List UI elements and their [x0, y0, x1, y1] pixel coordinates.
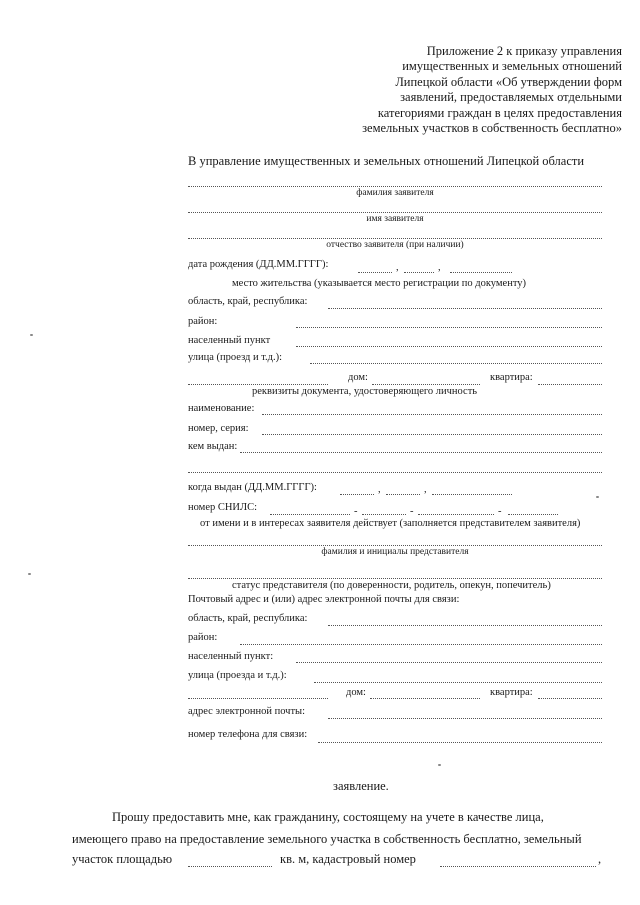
- application-line-1: Прошу предоставить мне, как гражданину, состоящему на учете в качестве лица,: [112, 810, 544, 824]
- date-separator: ,: [396, 262, 399, 273]
- header-line: земельных участков в собственность бесплатно»: [362, 121, 622, 136]
- postal-house-field[interactable]: [370, 698, 480, 699]
- header-line: заявлений, предоставляемых отдельными: [400, 90, 622, 105]
- district-label: район:: [188, 316, 218, 327]
- scan-speck: [438, 764, 441, 766]
- representative-status-caption: статус представителя (по доверенности, родитель, опекун, попечитель): [232, 580, 551, 591]
- postal-house-label: дом:: [346, 687, 366, 698]
- issued-by-extra-field[interactable]: [188, 472, 602, 473]
- issue-day-field[interactable]: [340, 494, 374, 495]
- street-extra-field[interactable]: [188, 384, 328, 385]
- snils-field-1[interactable]: [270, 514, 350, 515]
- phone-label: номер телефона для связи:: [188, 729, 308, 740]
- snils-separator: -: [354, 506, 358, 517]
- region-field[interactable]: [328, 308, 602, 309]
- postal-apartment-field[interactable]: [538, 698, 602, 699]
- apartment-label: квартира:: [490, 372, 533, 383]
- postal-locality-field[interactable]: [296, 662, 602, 663]
- header-line: имущественных и земельных отношений: [402, 59, 622, 74]
- district-field[interactable]: [296, 327, 602, 328]
- surname-caption: фамилия заявителя: [356, 188, 434, 198]
- appendix-header: [362, 44, 622, 136]
- street-field[interactable]: [310, 363, 602, 364]
- apartment-field[interactable]: [538, 384, 602, 385]
- application-line-2: имеющего право на предоставление земельного участка в собственность бесплатно, земельный: [72, 832, 582, 846]
- scan-speck: [30, 334, 33, 336]
- birth-year-field[interactable]: [450, 272, 512, 273]
- doc-number-label: номер, серия:: [188, 423, 249, 434]
- scan-speck: [28, 573, 31, 575]
- locality-label: населенный пункт: [188, 335, 271, 346]
- header-line: категориями граждан в целях предоставления: [377, 105, 622, 120]
- postal-locality-label: населенный пункт:: [188, 651, 274, 662]
- addressee: В управление имущественных и земельных отношений Липецкой области: [188, 154, 585, 168]
- snils-field-2[interactable]: [362, 514, 406, 515]
- postal-apartment-label: квартира:: [490, 687, 533, 698]
- postal-region-label: область, край, республика:: [188, 613, 308, 624]
- date-separator: ,: [424, 484, 427, 495]
- representative-status-field[interactable]: [188, 578, 602, 579]
- birth-date-label: дата рождения (ДД.ММ.ГГГГ):: [188, 259, 329, 270]
- residence-caption: место жительства (указывается место регистрации по документу): [232, 278, 527, 289]
- header-line: Липецкой области «Об утверждении форм: [395, 74, 622, 89]
- email-label: адрес электронной почты:: [188, 706, 306, 717]
- birth-month-field[interactable]: [404, 272, 434, 273]
- representative-caption: от имени и в интересах заявителя действует (заполняется представителем заявителя): [200, 518, 581, 529]
- date-separator: ,: [438, 262, 441, 273]
- surname-field[interactable]: [188, 186, 602, 187]
- region-label: область, край, республика:: [188, 296, 308, 307]
- representative-name-field[interactable]: [188, 545, 602, 546]
- application-title: заявление.: [333, 779, 389, 793]
- house-field[interactable]: [372, 384, 480, 385]
- issue-date-label: когда выдан (ДД.ММ.ГГГГ):: [188, 482, 317, 493]
- locality-field[interactable]: [296, 346, 602, 347]
- doc-number-field[interactable]: [262, 434, 602, 435]
- id-document-caption: реквизиты документа, удостоверяющего личность: [252, 386, 478, 397]
- postal-street-field[interactable]: [314, 682, 602, 683]
- header-line: Приложение 2 к приказу управления: [426, 44, 622, 58]
- cadastral-number-field[interactable]: [440, 866, 596, 867]
- name-caption: имя заявителя: [366, 214, 424, 224]
- postal-street-label: улица (проезда и т.д.):: [188, 670, 287, 681]
- area-prefix: участок площадью: [72, 852, 173, 866]
- issue-year-field[interactable]: [432, 494, 512, 495]
- postal-district-label: район:: [188, 632, 218, 643]
- street-label: улица (проезд и т.д.):: [188, 352, 283, 363]
- doc-name-label: наименование:: [188, 403, 255, 414]
- date-separator: ,: [378, 484, 381, 495]
- postal-region-field[interactable]: [328, 625, 602, 626]
- patronymic-caption: отчество заявителя (при наличии): [326, 240, 464, 250]
- snils-label: номер СНИЛС:: [188, 502, 258, 513]
- house-label: дом:: [348, 372, 368, 383]
- email-field[interactable]: [328, 718, 602, 719]
- snils-field-3[interactable]: [418, 514, 494, 515]
- doc-name-field[interactable]: [262, 414, 602, 415]
- birth-day-field[interactable]: [358, 272, 392, 273]
- area-unit: кв. м, кадастровый номер: [280, 852, 416, 866]
- name-field[interactable]: [188, 212, 602, 213]
- postal-caption: Почтовый адрес и (или) адрес электронной почты для связи:: [188, 594, 460, 605]
- snils-field-4[interactable]: [508, 514, 558, 515]
- postal-street-extra-field[interactable]: [188, 698, 328, 699]
- snils-separator: -: [410, 506, 414, 517]
- issue-month-field[interactable]: [386, 494, 420, 495]
- phone-field[interactable]: [318, 742, 602, 743]
- issued-by-label: кем выдан:: [188, 441, 238, 452]
- postal-district-field[interactable]: [240, 644, 602, 645]
- area-field[interactable]: [188, 866, 272, 867]
- issued-by-field[interactable]: [240, 452, 602, 453]
- trailing-comma: ,: [598, 852, 602, 866]
- representative-name-caption: фамилия и инициалы представителя: [321, 547, 469, 557]
- patronymic-field[interactable]: [188, 238, 602, 239]
- snils-separator: -: [498, 506, 502, 517]
- scan-speck: [596, 496, 599, 498]
